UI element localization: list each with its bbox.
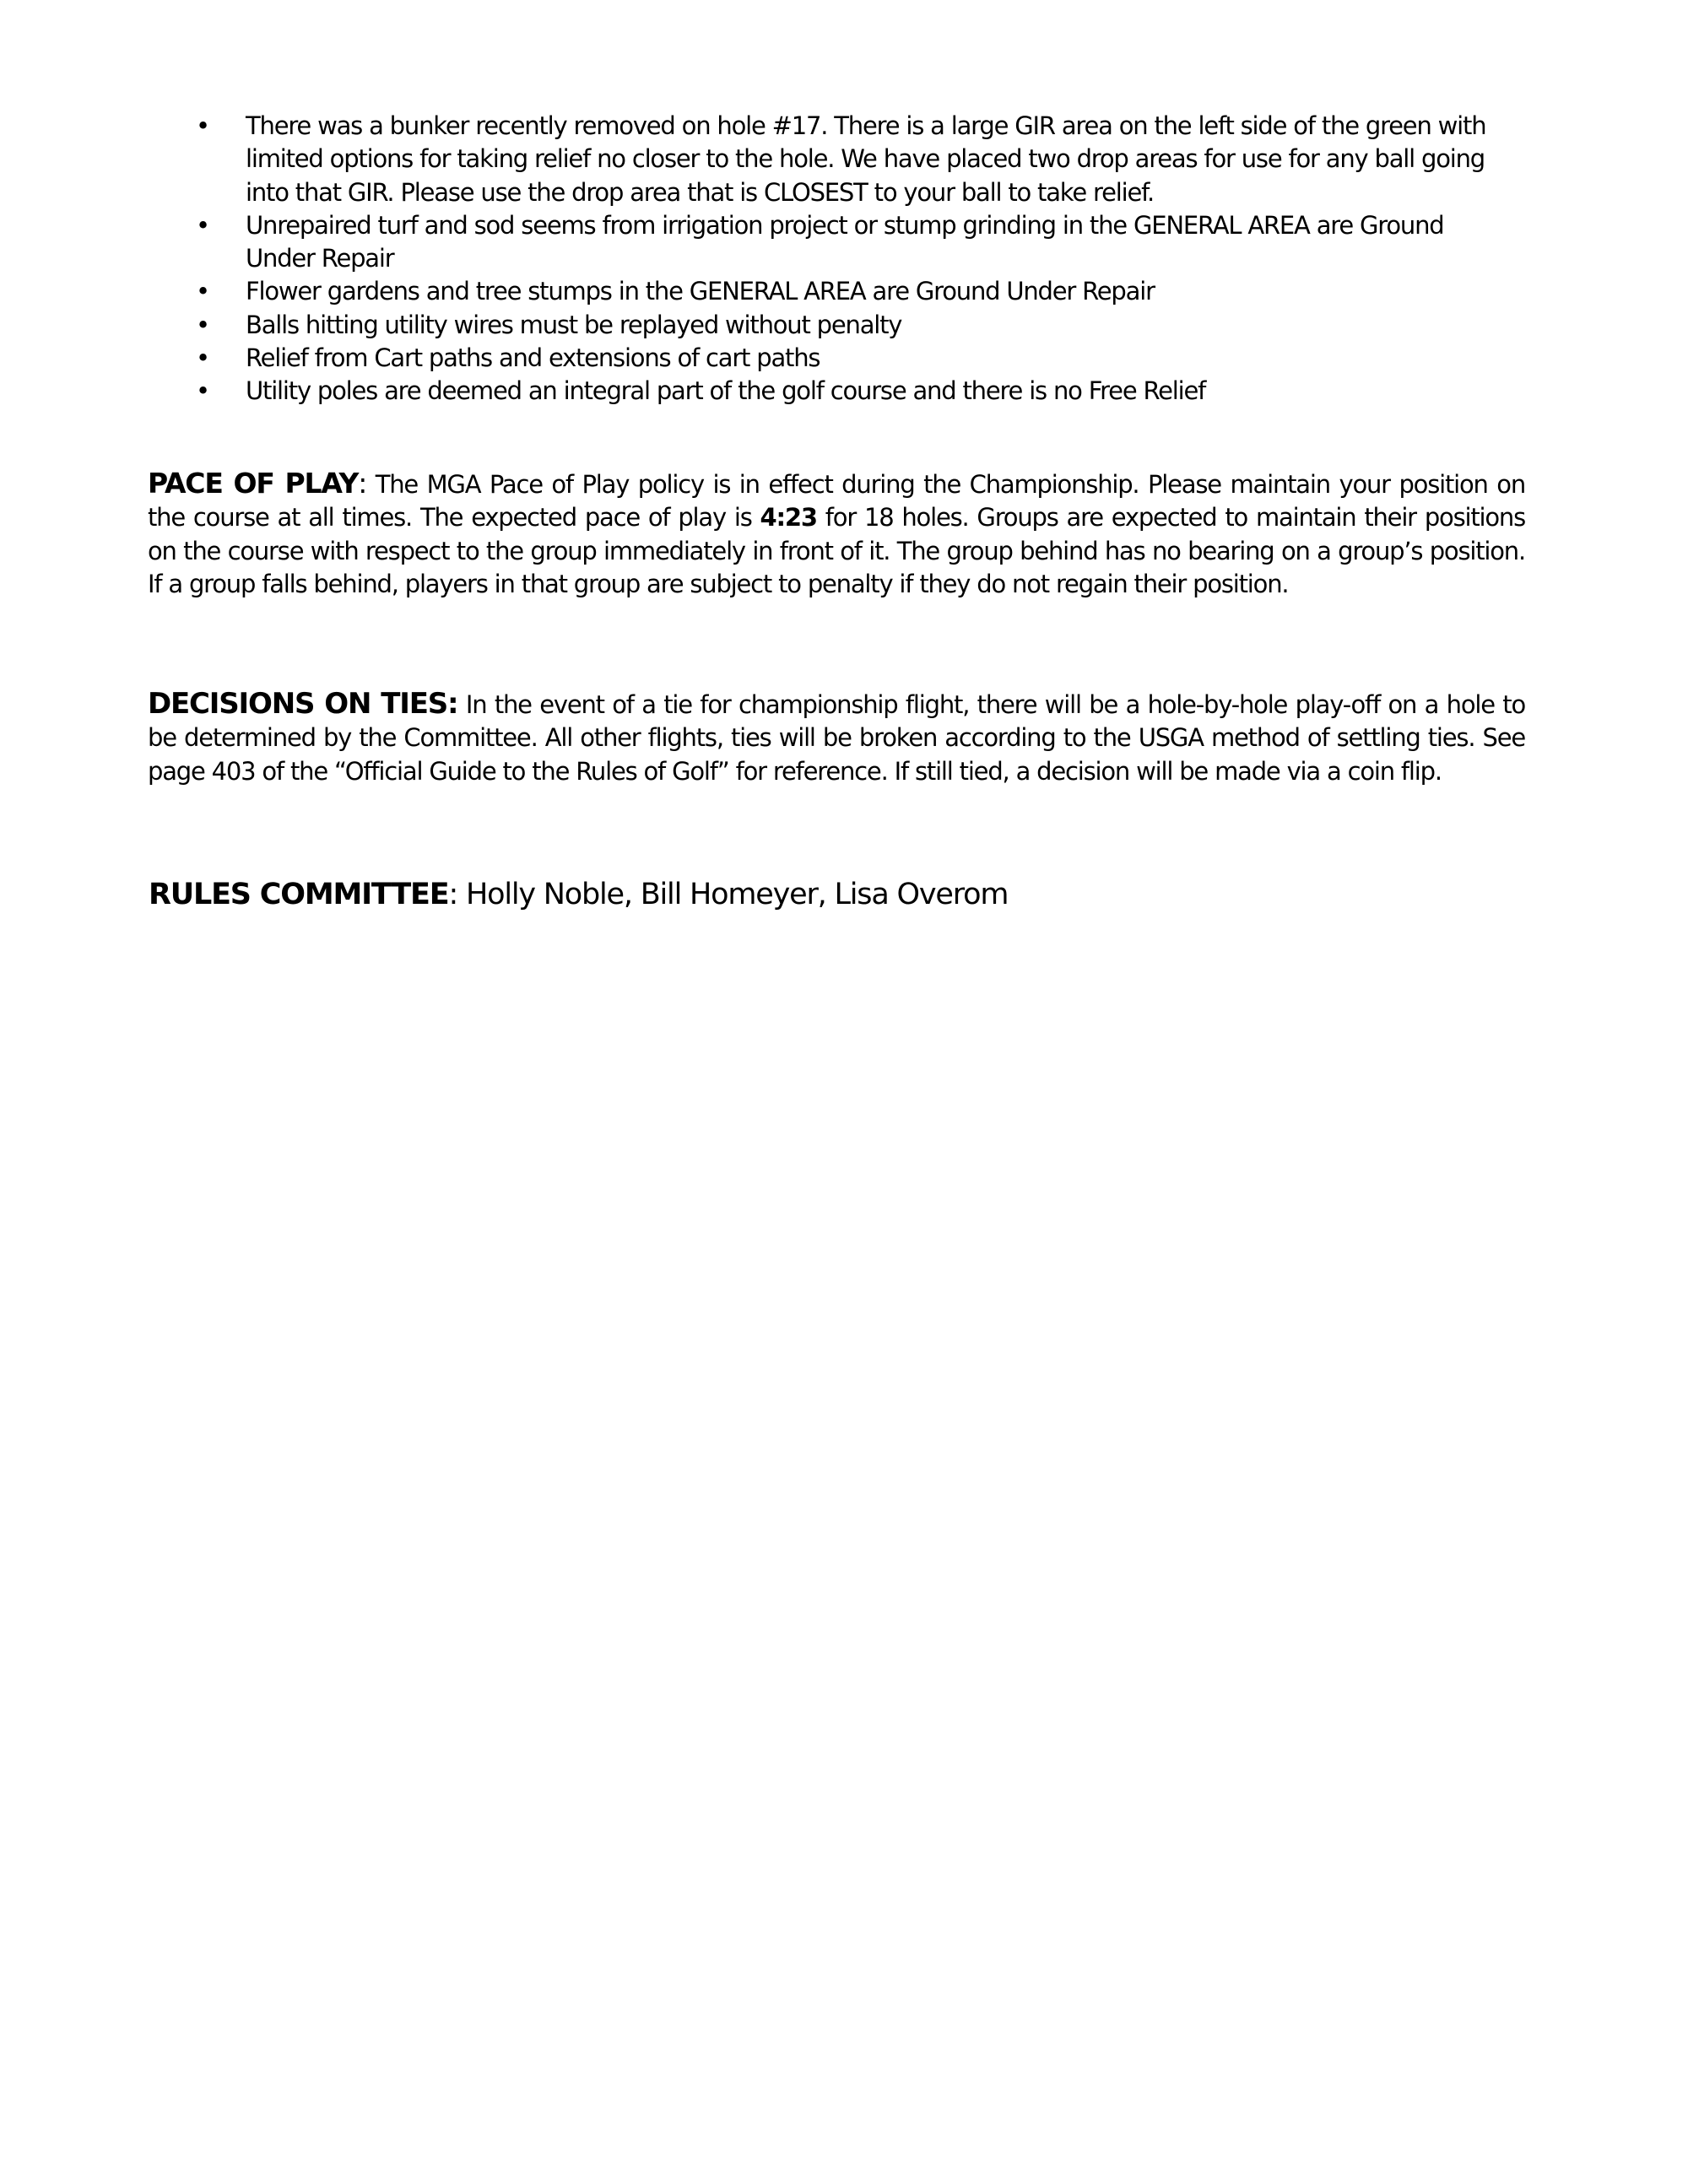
list-item xyxy=(196,275,1512,308)
list-item xyxy=(196,375,1512,408)
list-item-text: Utility poles are deemed an integral part of the golf course and there is no Free Relief xyxy=(246,376,1206,406)
pace-text: The MGA Pace of Play policy is in effect during the Championship. Please maintain your position on the course at all times. The expected pace of play is xyxy=(148,470,1525,532)
list-item xyxy=(196,209,1512,276)
pace-heading: PACE OF PLAY xyxy=(148,467,359,500)
bullet-icon: • xyxy=(196,277,209,306)
list-item-text: Flower gardens and tree stumps in the GENERAL AREA are Ground Under Repair xyxy=(246,277,1155,306)
list-item xyxy=(196,309,1512,342)
pace-text-cont: for 18 holes. Groups are expected to maintain their positions on the course with respect to the group immediately in front of it. The group behind has no bearing on a group’s position. If a group falls behind, players in that group are subject to penalty if they do not regain their position. xyxy=(148,503,1525,598)
list-item-text: Balls hitting utility wires must be replayed without penalty xyxy=(246,310,902,339)
bullet-icon: • xyxy=(196,310,209,339)
bullet-icon: • xyxy=(196,210,209,240)
rules-committee-section xyxy=(149,876,1583,913)
decisions-on-ties-section xyxy=(148,688,1525,788)
pace-colon: : xyxy=(358,467,367,500)
bullet-icon: • xyxy=(196,343,209,373)
pace-time: 4:23 xyxy=(760,503,817,532)
committee-members: Holly Noble, Bill Homeyer, Lisa Overom xyxy=(457,878,1009,911)
list-item xyxy=(196,110,1512,209)
ties-text: In the event of a tie for championship flight, there will be a hole-by-hole play-off on a hole to be determined by the Committee. All other flights, ties will be broken according to the USGA method of settling ties. See page 403 of the “Official Guide to the Rules of Golf” for reference. If still tied, a decision will be made via a coin flip. xyxy=(148,690,1525,786)
list-item xyxy=(196,342,1512,375)
list-item-text: Unrepaired turf and sod seems from irrigation project or stump grinding in the GENERAL AREA are Ground Under Repair xyxy=(246,210,1444,273)
committee-heading: RULES COMMITTEE xyxy=(149,878,449,911)
pace-of-play-section xyxy=(148,467,1525,601)
bullet-icon: • xyxy=(196,376,209,406)
local-rules-list xyxy=(196,110,1512,408)
list-item-text: Relief from Cart paths and extensions of cart paths xyxy=(246,343,820,373)
ties-heading: DECISIONS ON TIES: xyxy=(148,687,458,721)
bullet-icon: • xyxy=(196,111,209,140)
list-item-text: There was a bunker recently removed on hole #17. There is a large GIR area on the left side of the green with limited options for taking relief no closer to the hole. We have placed two drop areas for use for any ball going into that GIR. Please use the drop area that is CLOSEST to your ball to take relief. xyxy=(246,111,1486,207)
committee-colon: : xyxy=(448,878,458,911)
